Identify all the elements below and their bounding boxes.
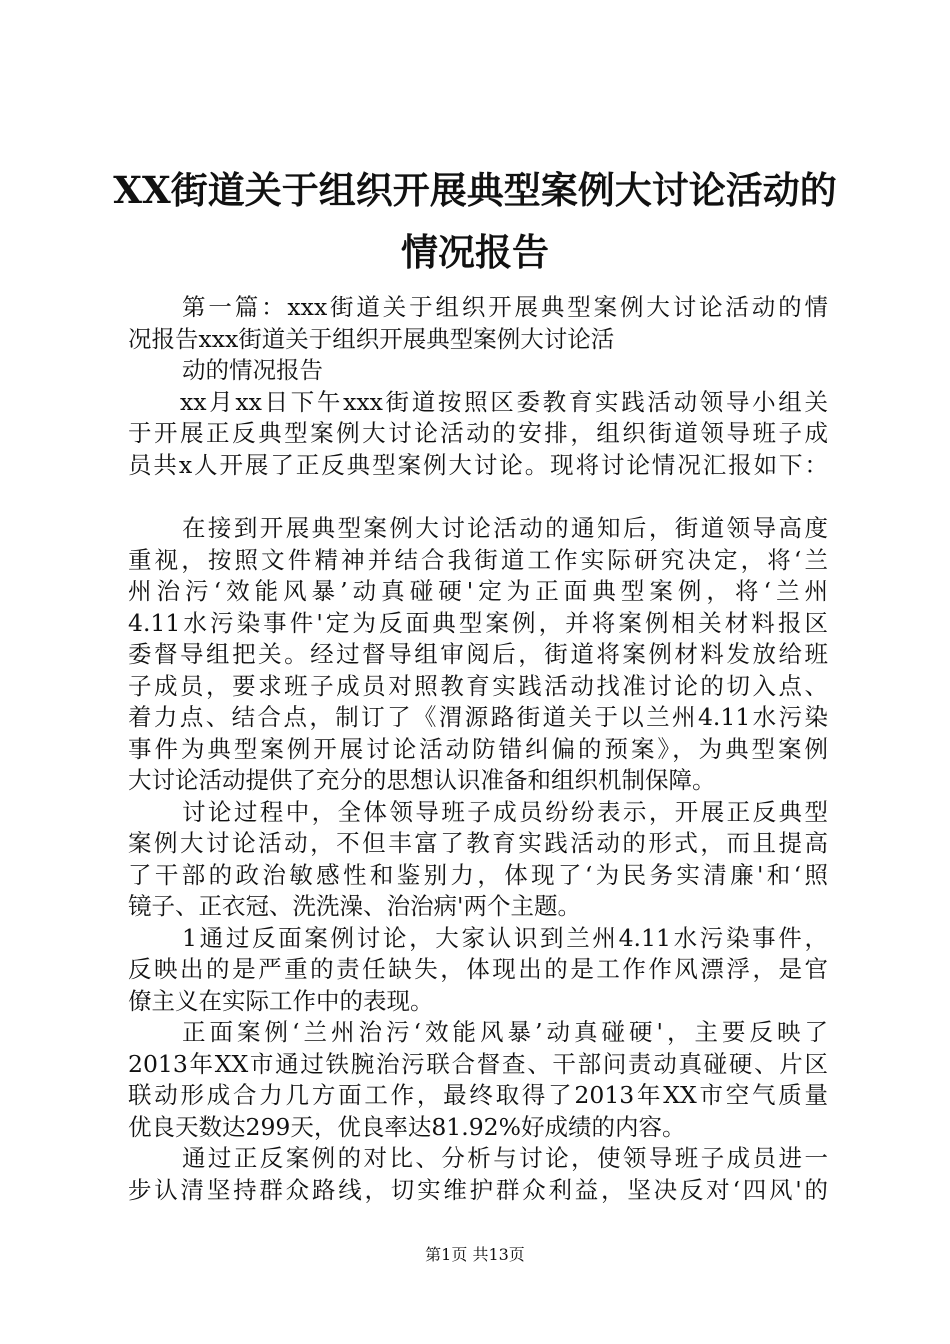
body-line: 4.11水污染事件'定为反面典型案例，并将案例相关材料报区: [128, 608, 828, 637]
body-line: 第一篇：xxx街道关于组织开展典型案例大讨论活动的情: [182, 293, 828, 321]
body-line: 事件为典型案例开展讨论活动防错纠偏的预案》，为典型案例: [128, 734, 828, 763]
body-line: 优良天数达299天，优良率达81.92%好成绩的内容。: [128, 1112, 686, 1141]
body-line: 步认清坚持群众路线，切实维护群众利益，坚决反对‘四风'的: [128, 1175, 828, 1204]
body-line: 了干部的政治敏感性和鉴别力，体现了‘为民务实清廉'和‘照: [128, 860, 828, 889]
page-number-footer: 第1页 共13页: [425, 1245, 525, 1264]
body-line: 着力点、结合点，制订了《渭源路街道关于以兰州4.11水污染: [128, 703, 828, 731]
body-line: 委督导组把关。经过督导组审阅后，街道将案例材料发放给班: [128, 640, 828, 668]
body-line: 大讨论活动提供了充分的思想认识准备和组织机制保障。: [128, 766, 716, 794]
document-body: [128, 292, 828, 1206]
body-line: 子成员，要求班子成员对照教育实践活动找准讨论的切入点、: [128, 671, 828, 700]
body-line: 在接到开展典型案例大讨论活动的通知后，街道领导高度: [182, 514, 828, 542]
body-line: 讨论过程中，全体领导班子成员纷纷表示，开展正反典型: [182, 797, 828, 826]
paragraph-gap: [128, 481, 828, 513]
body-line: 州治污‘效能风暴’动真碰硬'定为正面典型案例，将‘兰州: [128, 577, 828, 605]
body-line: xx月xx日下午xxx街道按照区委教育实践活动领导小组关: [180, 387, 828, 416]
body-line: 通过正反案例的对比、分析与讨论，使领导班子成员进一: [182, 1144, 828, 1172]
body-line: 于开展正反典型案例大讨论活动的安排，组织街道领导班子成: [128, 419, 828, 447]
body-line: 员共x人开展了正反典型案例大讨论。现将讨论情况汇报如下：: [128, 450, 828, 479]
body-line: 重视，按照文件精神并结合我街道工作实际研究决定，将‘兰: [128, 545, 828, 574]
body-line: 况报告xxx街道关于组织开展典型案例大讨论活: [128, 324, 615, 353]
body-line: 案例大讨论活动，不但丰富了教育实践活动的形式，而且提高: [128, 829, 828, 857]
body-line: 联动形成合力几方面工作，最终取得了2013年XX市空气质量: [128, 1081, 828, 1109]
body-line: 镜子、正衣冠、洗洗澡、治治病'两个主题。: [128, 892, 581, 920]
body-line: 动的情况报告: [182, 356, 323, 384]
body-line: 2013年XX市通过铁腕治污联合督查、干部问责动真碰硬、片区: [128, 1049, 828, 1078]
document-title-line-2: 情况报告: [401, 230, 549, 274]
body-line: 正面案例‘兰州治污‘效能风暴’动真碰硬'，主要反映了: [182, 1018, 828, 1046]
body-line: 1通过反面案例讨论，大家认识到兰州4.11水污染事件，: [182, 923, 828, 952]
body-line: 僚主义在实际工作中的表现。: [128, 986, 434, 1015]
body-line: 反映出的是严重的责任缺失，体现出的是工作作风漂浮，是官: [128, 955, 828, 983]
document-title-line-1: XX街道关于组织开展典型案例大讨论活动的: [113, 168, 837, 212]
